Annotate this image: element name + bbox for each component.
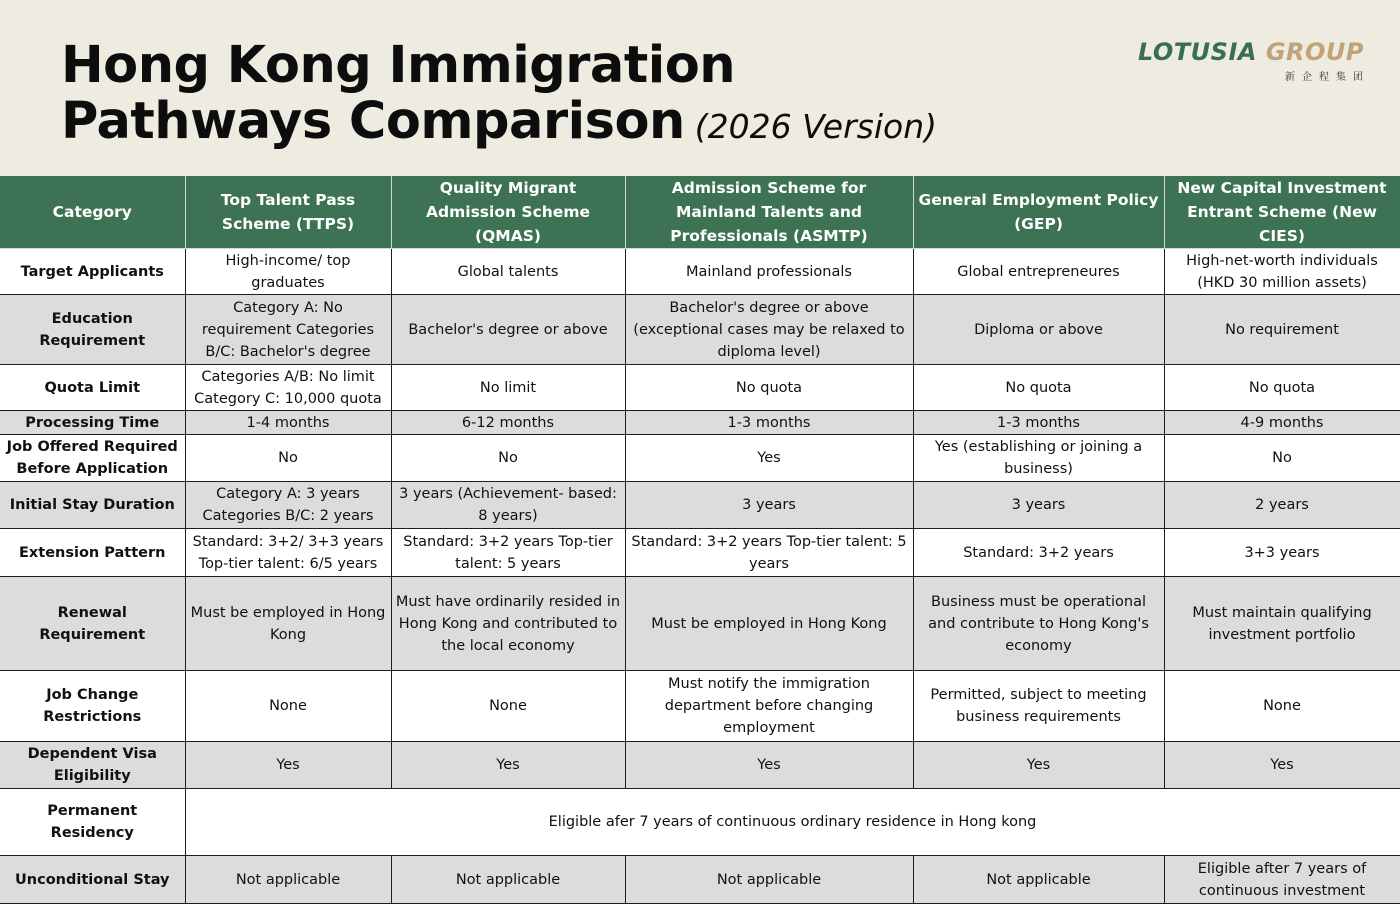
merged-cell: Eligible afer 7 years of continuous ordinary residence in Hong kong [185, 789, 1400, 856]
table-row [0, 295, 1400, 365]
table-row [0, 742, 1400, 789]
table-cell: Standard: 3+2 years Top-tier talent: 5 years [625, 529, 913, 577]
row-label: Permanent Residency [0, 789, 185, 856]
table-row [0, 671, 1400, 742]
table-cell: No quota [625, 365, 913, 411]
table-cell: Bachelor's degree or above [391, 295, 625, 365]
table-cell: Yes [185, 742, 391, 789]
table-row [0, 249, 1400, 295]
page-title [61, 38, 937, 155]
table-cell: Global talents [391, 249, 625, 295]
table-cell: 2 years [1164, 482, 1400, 529]
table-row [0, 435, 1400, 482]
table-cell: None [1164, 671, 1400, 742]
logo-text-group: GROUP [1265, 38, 1364, 66]
column-header: Top Talent Pass Scheme (TTPS) [185, 176, 391, 249]
table-cell: Bachelor's degree or above (exceptional cases may be relaxed to diploma level) [625, 295, 913, 365]
table-cell: 1-3 months [625, 411, 913, 435]
table-cell: Category A: No requirement Categories B/C: Bachelor's degree [185, 295, 391, 365]
table-cell: Yes [625, 742, 913, 789]
table-cell: No limit [391, 365, 625, 411]
table-row [0, 482, 1400, 529]
table-cell: Standard: 3+2 years [913, 529, 1164, 577]
table-cell: Standard: 3+2 years Top-tier talent: 5 years [391, 529, 625, 577]
column-header: Quality Migrant Admission Scheme (QMAS) [391, 176, 625, 249]
column-header: Admission Scheme for Mainland Talents and Professionals (ASMTP) [625, 176, 913, 249]
row-label: Renewal Requirement [0, 577, 185, 671]
table-cell: 3 years [913, 482, 1164, 529]
table-cell: Not applicable [913, 856, 1164, 904]
table-cell: Diploma or above [913, 295, 1164, 365]
company-logo [1137, 38, 1370, 83]
column-header: General Employment Policy (GEP) [913, 176, 1164, 249]
title-line-1: Hong Kong Immigration [61, 36, 736, 95]
table-cell: High-income/ top graduates [185, 249, 391, 295]
table-cell: Must notify the immigration department before changing employment [625, 671, 913, 742]
table-cell: 3+3 years [1164, 529, 1400, 577]
table-cell: None [391, 671, 625, 742]
table-cell: 3 years (Achievement- based: 8 years) [391, 482, 625, 529]
table-cell: No requirement [1164, 295, 1400, 365]
table-cell: Yes (establishing or joining a business) [913, 435, 1164, 482]
table-cell: None [185, 671, 391, 742]
table-cell: Not applicable [625, 856, 913, 904]
table-cell: Mainland professionals [625, 249, 913, 295]
table-row [0, 529, 1400, 577]
table-row [0, 856, 1400, 904]
page-header [0, 0, 1400, 176]
table-row [0, 411, 1400, 435]
logo-text-lotusia: LOTUSIA [1137, 38, 1257, 66]
row-label: Job Offered Required Before Application [0, 435, 185, 482]
row-label: Processing Time [0, 411, 185, 435]
table-cell: Must be employed in Hong Kong [185, 577, 391, 671]
table-cell: Permitted, subject to meeting business requirements [913, 671, 1164, 742]
row-label: Target Applicants [0, 249, 185, 295]
row-label: Quota Limit [0, 365, 185, 411]
table-row [0, 365, 1400, 411]
row-label: Unconditional Stay [0, 856, 185, 904]
row-label: Initial Stay Duration [0, 482, 185, 529]
table-row [0, 577, 1400, 671]
row-label: Extension Pattern [0, 529, 185, 577]
row-label: Dependent Visa Eligibility [0, 742, 185, 789]
table-cell: 6-12 months [391, 411, 625, 435]
table-cell: Yes [625, 435, 913, 482]
table-cell: High-net-worth individuals (HKD 30 million assets) [1164, 249, 1400, 295]
version-label: (2026 Version) [694, 107, 937, 146]
table-cell: Must maintain qualifying investment portfolio [1164, 577, 1400, 671]
table-cell: Global entrepreneures [913, 249, 1164, 295]
table-cell: 1-3 months [913, 411, 1164, 435]
table-cell: No [391, 435, 625, 482]
row-label: Job Change Restrictions [0, 671, 185, 742]
table-cell: 4-9 months [1164, 411, 1400, 435]
table-cell: 3 years [625, 482, 913, 529]
table-cell: Must have ordinarily resided in Hong Kong and contributed to the local economy [391, 577, 625, 671]
row-label: Education Requirement [0, 295, 185, 365]
table-cell: Not applicable [391, 856, 625, 904]
table-cell: Not applicable [185, 856, 391, 904]
table-cell: 1-4 months [185, 411, 391, 435]
table-cell: No quota [1164, 365, 1400, 411]
table-row [0, 789, 1400, 856]
table-cell: No [185, 435, 391, 482]
table-cell: Category A: 3 years Categories B/C: 2 years [185, 482, 391, 529]
column-header: New Capital Investment Entrant Scheme (New CIES) [1164, 176, 1400, 249]
table-cell: Must be employed in Hong Kong [625, 577, 913, 671]
comparison-table [0, 176, 1400, 904]
table-cell: Categories A/B: No limit Category C: 10,000 quota [185, 365, 391, 411]
table-cell: No quota [913, 365, 1164, 411]
table-cell: Standard: 3+2/ 3+3 years Top-tier talent: 6/5 years [185, 529, 391, 577]
table-header-row [0, 176, 1400, 249]
table-cell: Business must be operational and contribute to Hong Kong's economy [913, 577, 1164, 671]
table-cell: Yes [1164, 742, 1400, 789]
table-cell: No [1164, 435, 1400, 482]
table-cell: Yes [913, 742, 1164, 789]
logo-subtitle: 新企程集团 [1285, 72, 1370, 83]
table-cell: Yes [391, 742, 625, 789]
column-header: Category [0, 176, 185, 249]
title-line-2: Pathways Comparison [61, 92, 685, 151]
table-cell: Eligible after 7 years of continuous investment [1164, 856, 1400, 904]
